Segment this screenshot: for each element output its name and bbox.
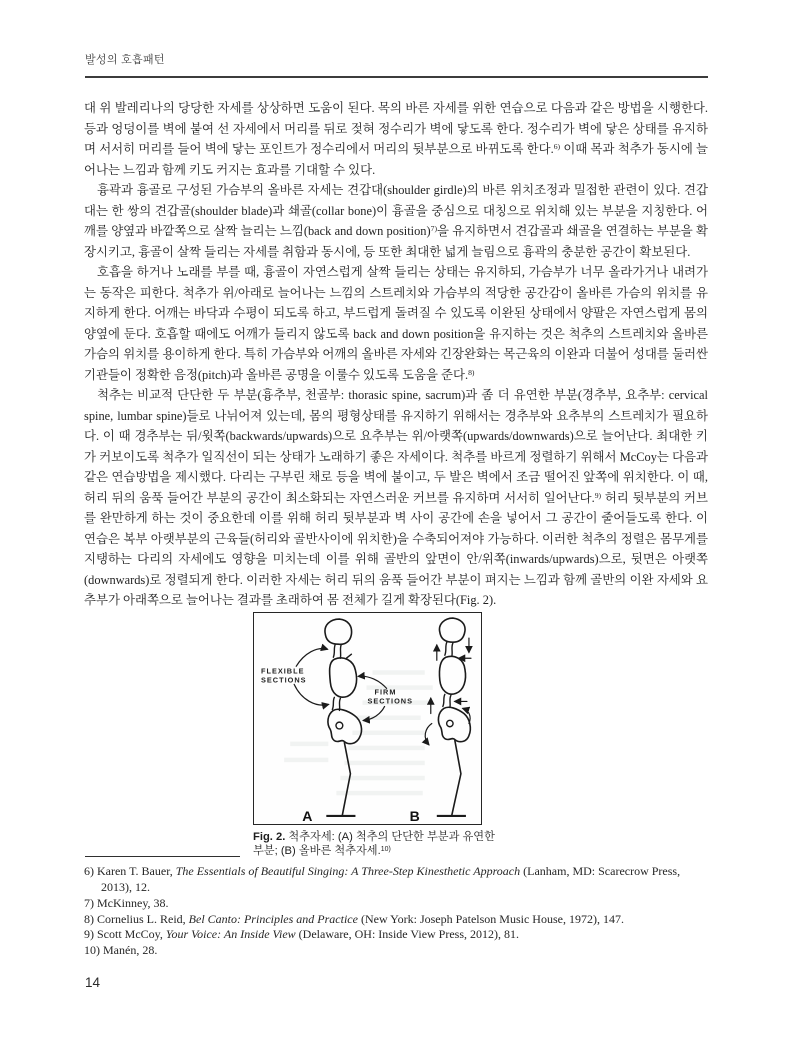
neck-b [445, 642, 447, 655]
footnote-9: 9) Scott McCoy, Your Voice: An Inside View (Delaware, OH: Inside View Press, 2012), 81. [84, 927, 520, 942]
thorax-b [439, 656, 465, 694]
hip-joint-a [336, 722, 343, 729]
footnote-8: 8) Cornelius L. Reid, Bel Canto: Principles and Practice (New York: Joseph Patelson Music House, 1972), 147. [84, 911, 624, 926]
header-rule [85, 76, 708, 78]
firm-sections-label [358, 676, 413, 720]
figure-caption: Fig. 2. 척추자세: (A) 척추의 단단한 부분과 유연한 부분; (B) 올바른 척추자세.$^{10)}$ [253, 831, 495, 858]
svg-text:SECTIONS: SECTIONS [367, 696, 413, 706]
rotation-arrow-pelvis-left [425, 724, 432, 745]
paragraph-3: 호흡을 하거나 노래를 부를 때, 흉골이 자연스럽게 살짝 들리는 상태는 유지하되, 가슴부가 너무 올라가거나 내려가는 동작은 피한다. 척추가 위/아래로 늘어나는 느낌의 스트레치와 가슴부의 적당한 공간감이 올바른 가슴의 위치를 유지하게 한다. 어깨는 바닥과 수평이 되도록 하고, 부드럽게 돌려질 수 있도록 이완된 상태에서 양팔은 자연스럽게 몸의 양옆에 둔다. 호흡할 때에도 어깨가 들리지 않도록 back and down position을 유지하는 것은 척추의 스트레치와 올바른 가슴의 위치를 용이하게 한다. 특히 가슴부와 어깨의 올바른 자세와 긴장완화는 목근육의 이완과 더불어 성대를 둘러싼 기관들이 정확한 음정(pitch)과 올바른 공명을 이룰수 있도록 도움을 준다.$^{8)}$ [84, 265, 708, 382]
footnotes [84, 856, 710, 959]
thorax-a [330, 658, 357, 697]
footnote-separator [85, 856, 240, 857]
paragraph-2: 흉곽과 흉골로 구성된 가슴부의 올바른 자세는 견갑대(shoulder girdle)의 바른 위치조정과 밀접한 관련이 있다. 견갑대는 한 쌍의 견갑골(shoulder blade)과 쇄골(collar bone)이 흉골을 중심으로 대칭으로 위치해 있는 부분을 지칭한다. 어깨를 양옆과 바깥쪽으로 살짝 늘리는 느낌(back and down position)$^{7)}$을 유지하면서 견갑골과 쇄골을 연결하는 부분을 확장시키고, 흉골이 살짝 들리는 자세를 취함과 동시에, 등 또한 최대한 넓게 늘림으로 흉곽의 충분한 공간이 확보된다. [84, 183, 708, 259]
body-text [84, 98, 708, 614]
lumbar-a [332, 697, 334, 709]
label-b: B [409, 807, 420, 824]
footnote-7: 7) McKinney, 38. [84, 895, 169, 910]
flexible-arrow-to-lumbar [294, 684, 328, 705]
flexible-sections-label [261, 649, 328, 706]
head-a [325, 619, 352, 644]
neck-a [333, 644, 335, 657]
lumbar-b [443, 694, 445, 706]
running-header: 발성의 호흡패턴 [85, 54, 165, 66]
paragraph-1: 대 위 발레리나의 당당한 자세를 상상하면 도움이 된다. 목의 바른 자세를 위한 연습으로 다음과 같은 방법을 시행한다. 등과 엉덩이를 벽에 붙여 선 자세에서 머리를 뒤로 젖혀 정수리가 벽에 닿도록 한다. 정수리가 벽에 닿은 상태를 유지하며 서서히 머리를 들어 벽에 닿는 포인트가 정수리에서 머리의 뒷부분으로 바뀌도록 한다.$^{6)}$ 이때 목과 척추가 동시에 늘어나는 느낌과 함께 키도 커지는 효과를 기대할 수 있다. [84, 101, 708, 177]
figure-2 [253, 612, 505, 858]
footnote-10: 10) Manén, 28. [84, 943, 158, 958]
page-number: 14 [85, 975, 101, 990]
leg-b [452, 741, 461, 815]
label-a: A [302, 807, 313, 824]
head-b [439, 618, 465, 642]
svg-text:FIRM: FIRM [374, 687, 397, 697]
svg-text:SECTIONS: SECTIONS [261, 675, 307, 685]
flexible-arrow-to-neck [296, 649, 327, 667]
spine-posture-diagram [254, 613, 481, 824]
paragraph-4: 척추는 비교적 단단한 두 부분(흉추부, 천골부: thorasic spine, sacrum)과 좀 더 유연한 부분(경추부, 요추부: cervical spine, lumbar spine)들로 나뉘어져 있는데, 몸의 평형상태를 유지하기 위해서는 경추부와 요추부의 스트레치가 필요하다. 이 때 경추부는 뒤/윗쪽(backwards/upwards)으로 요추부는 위/아랫쪽(upwards/downwards)으로 늘어난다. 최대한 키가 커보이도록 척추가 일직선이 되는 상태가 노래하기 좋은 자세이다. 척추를 바르게 정렬하기 위해서 McCoy는 다음과 같은 연습방법을 제시했다. 다리는 구부린 채로 등을 벽에 붙이고, 두 발은 벽에서 조금 떨어진 앞쪽에 위치한다. 이 때, 허리 뒤의 움푹 들어간 부분의 공간이 최소화되는 자연스러운 커브를 유지하며 서서히 일어난다.$^{9)}$ 허리 뒷부분의 커브를 완만하게 하는 것이 중요한데 이를 위해 허리 뒷부분과 벽 사이 공간에 손을 넣어서 그 공간이 줄어들도록 한다. 이 연습은 복부 아랫부분의 근육들(허리와 골반사이에 위치한)을 수축되어져야 가능하다. 이러한 척추의 정렬은 몸무게를 지탱하는 다리의 자세에도 영향을 미치는데 이를 위해 골반의 앞면이 안/위쪽(inwards/upwards)으로, 뒷면은 아랫쪽(downwards)로 정렬되게 한다. 이러한 자세는 허리 뒤의 움푹 들어간 부분이 펴지는 느낌과 함께 골반의 이완 자세와 요추부가 아래쪽으로 늘어나는 결과를 초래하여 몸 전체가 길게 확장된다(Fig. 2). [84, 388, 708, 607]
svg-text:FLEXIBLE: FLEXIBLE [261, 666, 305, 676]
page-bleed-ghosting [284, 670, 433, 795]
hip-joint-b [447, 720, 453, 726]
pelvis-b [438, 707, 470, 741]
footnote-6: 6) Karen T. Bauer, The Essentials of Beautiful Singing: A Three-Step Kinesthetic Approach (Lanham, MD: Scarecrow Press, 2013), 12. [84, 864, 681, 894]
pelvis-a [328, 709, 362, 743]
figure-2-image [253, 612, 482, 825]
